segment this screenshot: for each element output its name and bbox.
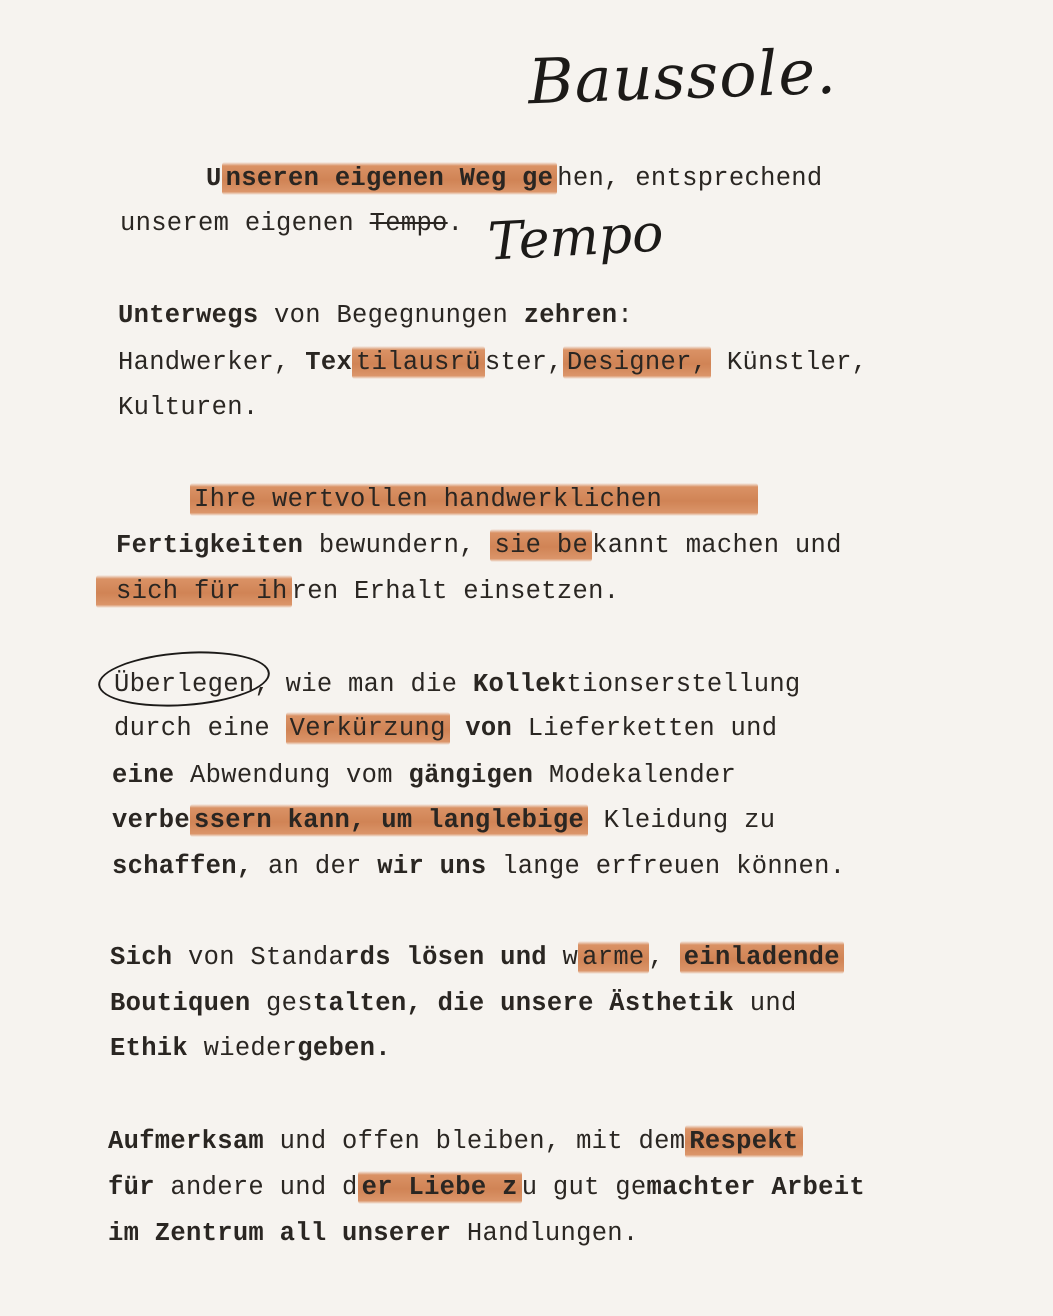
paragraph-3-line-2: Fertigkeiten bewundern, sie be kannt machen und	[116, 531, 842, 560]
paragraph-5-line-1: Sich von Standards lösen und w arme , einladende	[110, 945, 844, 971]
paragraph-4-line-3: eine Abwendung vom gängigen Modekalender	[112, 761, 737, 790]
paragraph-5-line-3: Ethik wiedergeben.	[110, 1034, 391, 1063]
struck-word: Tempo	[369, 209, 448, 238]
paragraph-4-line-4: verbe ssern kann, um langlebige Kleidung zu	[112, 806, 776, 835]
paragraph-2-line-2: Handwerker, Tex tilausrü ster, Designer, Künstler,	[118, 348, 868, 377]
paragraph-2-line-3: Kulturen.	[118, 393, 259, 422]
paragraph-1-line-2: unserem eigenen Tempo.	[120, 209, 464, 238]
highlight: Designer,	[563, 346, 711, 379]
handwritten-title: Baussole.	[526, 34, 838, 119]
paragraph-6-line-2: für andere und d er Liebe z u gut gemachter Arbeit	[108, 1173, 865, 1202]
highlight: arme	[578, 941, 648, 974]
highlight: ssern kann, um langlebige	[190, 804, 588, 837]
paragraph-4-line-2: durch eine Verkürzung von Lieferketten und	[114, 714, 778, 743]
paragraph-3-line-3: sich für ih ren Erhalt einsetzen.	[96, 579, 619, 605]
paragraph-3-line-1	[190, 487, 758, 513]
highlight: einladende	[680, 941, 844, 974]
highlight: Respekt	[685, 1125, 802, 1158]
handwritten-correction: Tempo	[486, 203, 665, 273]
highlight: tilausrü	[352, 346, 485, 379]
highlight: Ihre wertvollen handwerklichen	[190, 483, 758, 516]
paragraph-6-line-3: im Zentrum all unserer Handlungen.	[108, 1219, 639, 1248]
paragraph-4-line-1: Überlegen, wie man die Kollektionserstellung	[114, 670, 801, 699]
highlight: er Liebe z	[358, 1171, 522, 1204]
circled-word: Überlegen	[114, 670, 255, 699]
paragraph-4-line-5: schaffen, an der wir uns lange erfreuen können.	[112, 852, 846, 881]
paragraph-1-line-1: U nseren eigenen Weg ge hen, entsprechend	[206, 164, 823, 193]
highlight: sie be	[490, 529, 592, 562]
highlight: Verkürzung	[286, 712, 450, 745]
paragraph-6-line-1: Aufmerksam und offen bleiben, mit dem Respekt	[108, 1129, 803, 1155]
highlight: nseren eigenen Weg ge	[222, 162, 558, 195]
highlight: sich für ih	[96, 575, 292, 608]
paragraph-2-line-1: Unterwegs von Begegnungen zehren:	[118, 301, 633, 330]
paragraph-5-line-2: Boutiquen gestalten, die unsere Ästhetik und	[110, 989, 797, 1018]
